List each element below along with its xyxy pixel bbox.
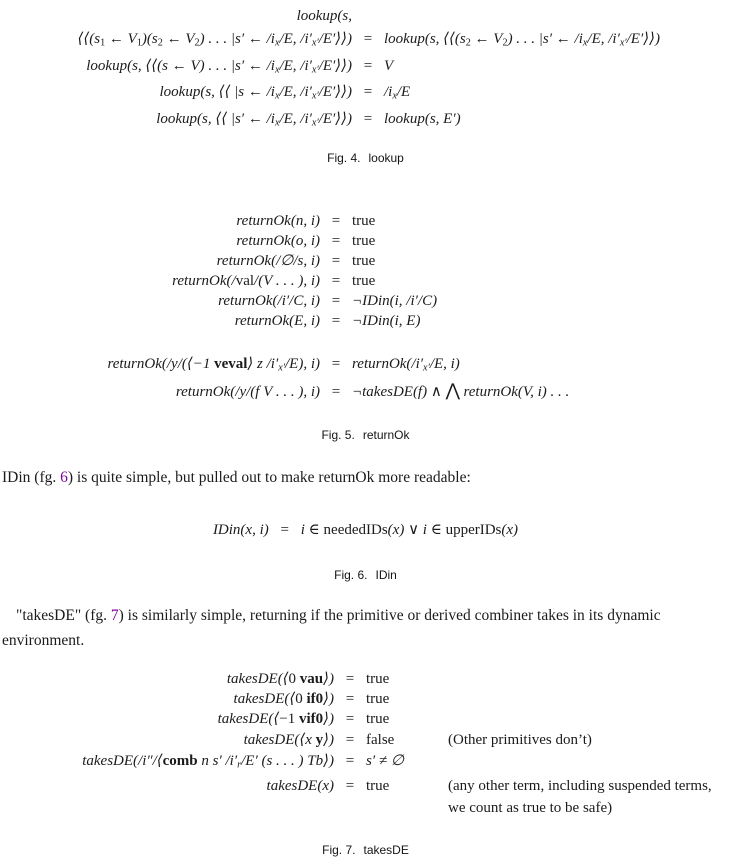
math-segment: veval	[214, 356, 248, 373]
math-segment: 0	[295, 690, 307, 707]
math-segment: ⋀	[445, 380, 460, 400]
equation-row	[0, 291, 731, 311]
math-segment: /E, /i′	[279, 57, 312, 74]
takesde-equations	[0, 669, 731, 820]
equation-row	[0, 775, 731, 819]
equals-sign: =	[345, 752, 355, 769]
equation-rhs	[352, 231, 375, 251]
note-line: (Other primitives don’t)	[448, 731, 592, 748]
math-segment: neededIDs	[323, 521, 388, 538]
math-segment: /E), i)	[285, 356, 320, 373]
math-segment: ) . . . |s′ ← /i	[507, 31, 583, 47]
math-segment: x′	[311, 90, 319, 102]
math-segment: (x) ∨ i ∈	[387, 521, 446, 538]
idin-paragraph	[0, 465, 731, 490]
takesde-paragraph	[0, 603, 731, 653]
equation-row	[0, 231, 731, 251]
math-segment: ⟨⟨(s	[77, 31, 101, 47]
figure-takesde	[0, 669, 731, 857]
equals-sign: =	[280, 521, 289, 538]
equation-rhs	[366, 669, 448, 689]
equation-row	[0, 353, 731, 380]
equation-lhs	[0, 5, 364, 28]
math-segment: /E	[396, 84, 411, 101]
equals-sign: =	[331, 253, 341, 270]
equation-rhs	[366, 730, 448, 750]
equals-sign: =	[345, 670, 355, 687]
equation-row	[0, 689, 731, 709]
math-segment: lookup(s,	[296, 8, 352, 24]
equation-lhs	[0, 669, 334, 689]
figure-idin	[0, 520, 731, 582]
equation-note	[448, 775, 731, 819]
equation-row	[0, 55, 731, 82]
math-segment: ← V	[470, 31, 503, 47]
math-segment: /E, /i′	[279, 84, 312, 101]
equals-sign: =	[363, 57, 373, 74]
figure-lookup	[0, 0, 731, 165]
equation-rhs	[366, 751, 448, 771]
equals-sign: =	[331, 233, 341, 250]
math-segment: x	[274, 37, 280, 49]
math-segment: /E′⟩⟩)	[318, 110, 352, 127]
note-line: we count as true to be safe)	[448, 800, 613, 817]
equals-sign: =	[363, 84, 373, 101]
math-segment: 2	[157, 37, 163, 49]
equals-sign: =	[345, 778, 355, 795]
math-segment: x′	[278, 362, 285, 374]
math-segment: true	[366, 670, 390, 687]
equals-sign: =	[331, 383, 341, 400]
math-segment: true	[366, 710, 390, 727]
equation-lhs	[0, 776, 334, 796]
equation-lhs	[0, 291, 320, 311]
note-line: (any other term, including suspended terms,	[448, 778, 712, 795]
equation-lhs	[0, 353, 320, 380]
math-segment: ⟩)	[323, 690, 334, 707]
math-segment: /E′ (s . . . ) Tb⟩)	[241, 752, 334, 769]
figure-6-caption	[0, 568, 731, 582]
math-segment: /E′⟩⟩)	[318, 84, 352, 101]
equation-lhs	[0, 231, 320, 251]
math-segment: r	[237, 759, 242, 771]
equation-row	[0, 311, 731, 331]
equation-lhs	[0, 689, 334, 709]
math-segment: ⟩)	[323, 670, 334, 687]
math-segment: 1	[100, 37, 106, 49]
math-segment: returnOk(E, i)	[234, 313, 320, 330]
math-segment: /E′⟩⟩)	[318, 57, 352, 74]
paragraph-text: IDin (fg.	[2, 468, 61, 486]
math-segment: takesDE(⟨	[226, 670, 289, 687]
math-segment: returnOk(/y/(⟨−1	[107, 356, 215, 373]
math-segment: ← V	[162, 31, 195, 47]
equation-row	[0, 729, 731, 751]
math-segment: lookup(s, ⟨⟨(s	[384, 31, 466, 47]
math-segment: takesDE(x)	[266, 778, 334, 795]
equation-rhs	[352, 271, 375, 291]
equation-rhs	[352, 291, 437, 311]
math-segment: upperIDs	[445, 521, 502, 538]
math-segment: n s′ /i′	[197, 752, 238, 769]
math-segment: x′	[619, 37, 627, 49]
math-segment: ¬takesDE(f) ∧	[352, 383, 446, 400]
math-segment: /E, i)	[429, 356, 460, 373]
math-segment: lookup(s, E′)	[384, 110, 461, 127]
math-segment: y	[315, 731, 324, 748]
paragraph-text: ) is quite simple, but pulled out to make returnOk more readable:	[67, 468, 471, 486]
math-segment: i ∈	[300, 521, 324, 538]
math-segment: returnOk(/i′/C, i)	[218, 293, 320, 310]
paragraph-text: ) is similarly simple, returning if the primitive or derived combiner takes in its dynamic environment.	[2, 606, 661, 649]
math-segment: lookup(s, ⟨⟨ |s ← /i	[159, 84, 275, 101]
equation-row	[0, 709, 731, 729]
figure-7-caption	[0, 843, 731, 857]
math-segment: )(s	[141, 31, 158, 47]
math-segment: true	[352, 253, 376, 270]
equation-rhs	[352, 311, 420, 331]
equals-sign: =	[331, 273, 341, 290]
math-segment: 2	[465, 37, 471, 49]
equation-lhs	[0, 709, 334, 729]
equals-sign: =	[363, 31, 373, 47]
caption-title: lookup	[368, 151, 404, 166]
math-segment: lookup(s, ⟨⟨(s ← V) . . . |s′ ← /i	[86, 57, 275, 74]
figure-returnok	[0, 211, 731, 442]
math-segment: IDin(x, i)	[212, 521, 269, 538]
equation-lhs	[0, 271, 320, 291]
math-segment: takesDE(⟨	[217, 710, 280, 727]
equation-row	[0, 81, 731, 108]
math-segment: 2	[194, 37, 200, 49]
equation-lhs	[0, 211, 320, 231]
math-segment: x	[392, 90, 397, 102]
math-segment: /E, /i′	[279, 110, 312, 127]
equation-rhs	[384, 81, 410, 108]
math-segment: val	[235, 273, 255, 290]
equation-rhs	[384, 108, 461, 131]
equation-row	[0, 751, 731, 776]
equation-rhs	[352, 353, 460, 380]
equation-lhs	[0, 381, 320, 403]
equals-sign: =	[363, 110, 373, 127]
math-segment: returnOk(V, i) . . .	[459, 383, 570, 400]
math-segment: lookup(s, ⟨⟨ |s′ ← /i	[156, 110, 275, 127]
math-segment: /E, /i′	[587, 31, 620, 47]
equals-sign: =	[345, 690, 355, 707]
equation-rhs	[301, 520, 518, 540]
equation-row	[0, 211, 731, 231]
math-segment: (x)	[501, 521, 519, 538]
equation-lhs	[213, 520, 269, 540]
caption-title: takesDE	[363, 843, 409, 857]
lookup-equations	[0, 0, 731, 134]
idin-equations	[0, 520, 731, 540]
equation-rhs	[352, 211, 375, 231]
math-segment: ⟩)	[323, 731, 334, 748]
caption-label: Fig. 5.	[321, 427, 355, 442]
equals-sign: =	[331, 293, 341, 310]
math-segment: ¬IDin(i, /i′/C)	[352, 293, 438, 310]
math-segment: /E, /i′	[279, 31, 312, 47]
math-segment: −1	[279, 710, 299, 727]
fig7-link[interactable]: 7	[110, 606, 119, 624]
math-segment: s′ ≠ ∅	[366, 752, 404, 769]
math-segment: true	[352, 273, 376, 290]
caption-label: Fig. 7.	[322, 843, 356, 857]
math-segment: comb	[162, 752, 198, 769]
math-segment: 0	[288, 670, 300, 687]
math-segment: 2	[502, 37, 508, 49]
math-segment: /(V . . . ), i)	[254, 273, 320, 290]
math-segment: if0	[306, 690, 324, 707]
equation-lhs	[0, 81, 352, 108]
equation-row	[0, 251, 731, 271]
math-segment: x	[274, 90, 280, 102]
equation-lhs	[0, 108, 352, 135]
equation-row	[0, 380, 731, 403]
math-segment: ← V	[105, 31, 137, 47]
equation-row	[0, 669, 731, 689]
equation-lhs	[0, 55, 352, 82]
equation-lhs	[0, 311, 320, 331]
figure-5-caption	[0, 428, 731, 442]
math-segment: x′	[311, 37, 319, 49]
equation-rhs	[366, 689, 448, 709]
math-segment: returnOk(/∅/s, i)	[216, 253, 320, 270]
equation-row	[0, 5, 731, 28]
equation-rhs	[384, 55, 393, 78]
math-segment: x	[274, 117, 280, 129]
equation-lhs	[0, 751, 334, 776]
math-segment: x′	[311, 64, 319, 76]
equals-sign: =	[345, 731, 355, 748]
equation-rhs	[366, 776, 448, 796]
equation-row	[0, 28, 731, 55]
equation-note	[448, 729, 731, 751]
equals-sign: =	[345, 710, 355, 727]
math-segment: ) . . . |s′ ← /i	[199, 31, 275, 47]
math-segment: x′	[311, 117, 319, 129]
math-segment: x	[582, 37, 588, 49]
caption-label: Fig. 4.	[327, 151, 361, 166]
math-segment: ⟩)	[323, 710, 334, 727]
equation-rhs	[366, 709, 448, 729]
math-segment: returnOk(n, i)	[236, 213, 320, 230]
math-segment: true	[366, 690, 390, 707]
caption-title: IDin	[375, 567, 397, 582]
equation-row	[0, 271, 731, 291]
caption-label: Fig. 6.	[334, 567, 368, 582]
paragraph-text: "takesDE" (fg.	[16, 606, 111, 624]
math-segment: ⟩ z /i′	[247, 356, 279, 373]
figure-4-caption	[0, 151, 731, 165]
equation-lhs	[0, 730, 334, 750]
math-segment: returnOk(o, i)	[236, 233, 320, 250]
equation-lhs	[0, 251, 320, 271]
equals-sign: =	[331, 213, 341, 230]
math-segment: x	[274, 64, 280, 76]
math-segment: takesDE(⟨x	[243, 731, 316, 748]
math-segment: V	[384, 57, 394, 74]
math-segment: takesDE(⟨	[233, 690, 296, 707]
returnok-equations	[0, 211, 731, 403]
equation-lhs	[0, 28, 352, 55]
math-segment: takesDE(/i″/⟨	[82, 752, 163, 769]
fig6-link[interactable]: 6	[60, 468, 68, 486]
math-segment: false	[366, 731, 395, 748]
math-segment: /i	[384, 84, 393, 101]
equals-sign: =	[331, 356, 341, 373]
equation-rhs	[384, 28, 660, 55]
math-segment: x′	[423, 362, 430, 374]
math-segment: true	[366, 778, 390, 795]
equation-rhs	[352, 251, 375, 271]
equation-rhs	[352, 380, 569, 403]
math-segment: returnOk(/y/(f V . . . ), i)	[175, 383, 320, 400]
math-segment: true	[352, 233, 376, 250]
math-segment: true	[352, 213, 376, 230]
caption-title: returnOk	[362, 427, 410, 442]
math-segment: returnOk(/i′	[352, 356, 424, 373]
math-segment: 1	[136, 37, 142, 49]
equals-sign: =	[331, 313, 341, 330]
math-segment: vau	[299, 670, 324, 687]
math-segment: /E′⟩⟩)	[318, 31, 352, 47]
equation-row	[0, 520, 731, 540]
math-segment: vif0	[298, 710, 324, 727]
math-segment: returnOk(/	[172, 273, 236, 290]
math-segment: /E′⟩⟩)	[626, 31, 660, 47]
math-segment: ¬IDin(i, E)	[352, 313, 421, 330]
equation-row	[0, 108, 731, 135]
